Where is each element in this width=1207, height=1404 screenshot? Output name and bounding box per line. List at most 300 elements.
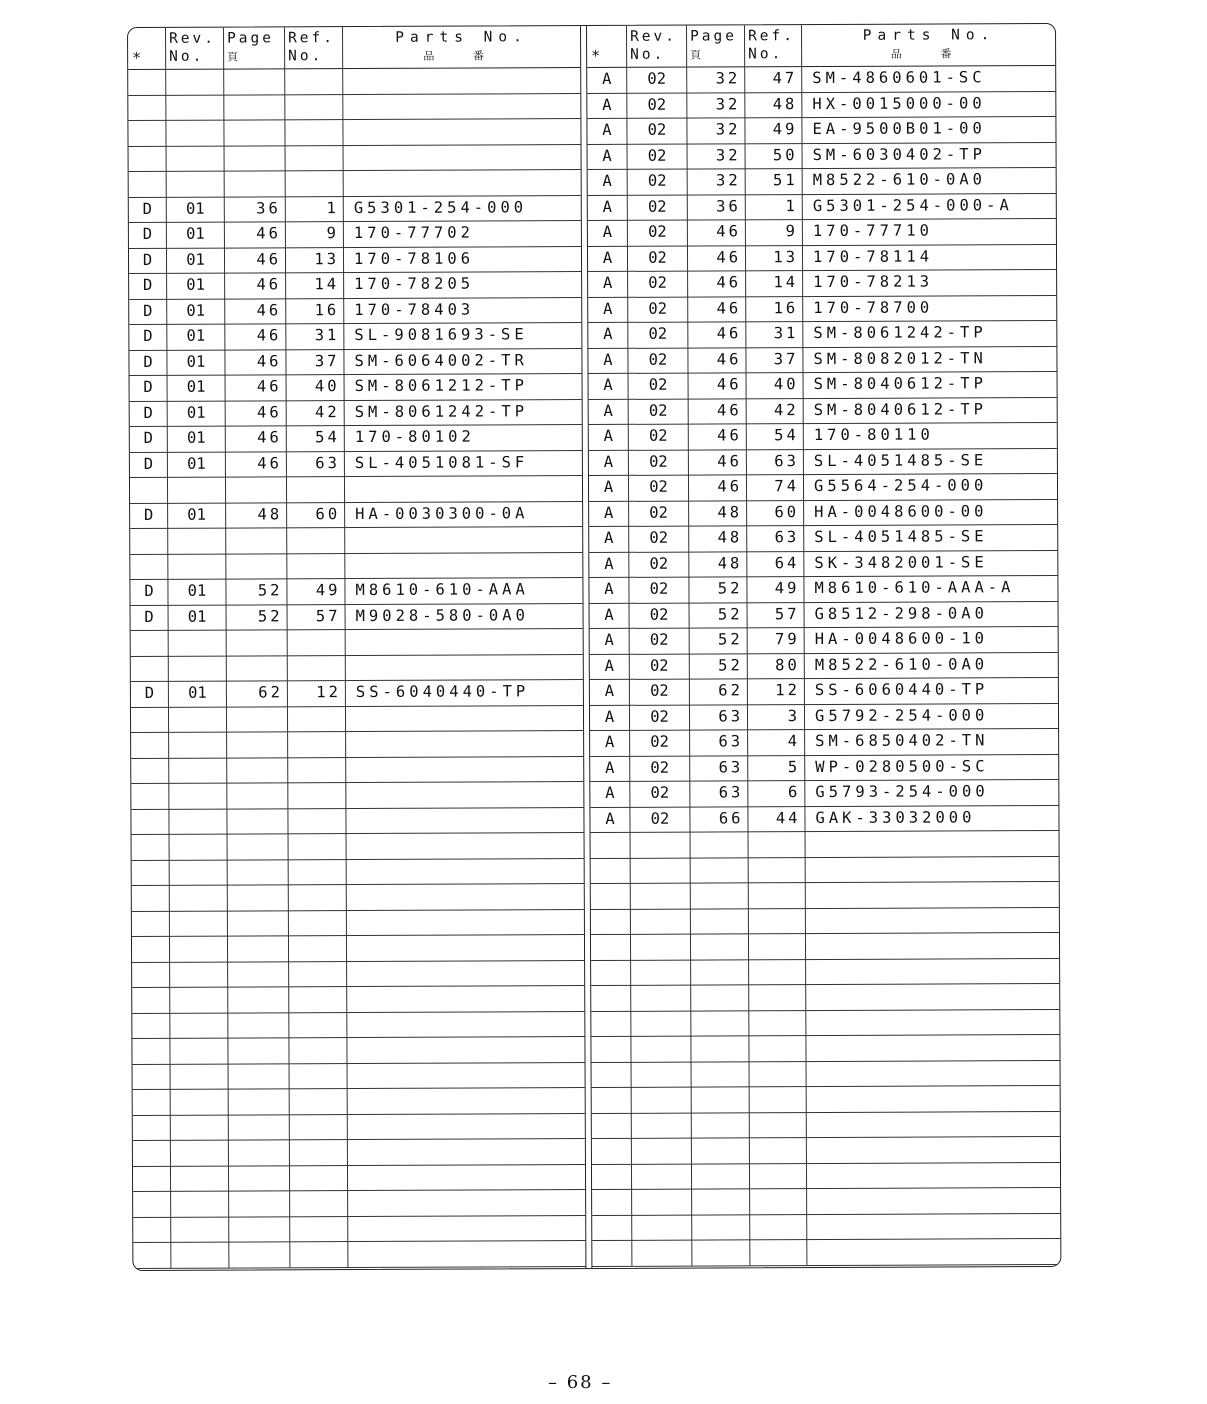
mark-cell: A: [588, 322, 628, 348]
rev-cell: 01: [167, 298, 225, 324]
rev-cell: 01: [168, 502, 226, 528]
rev-header: [166, 28, 224, 69]
ref-cell: 42: [287, 400, 345, 426]
ref-cell: [750, 1163, 807, 1189]
page-cell: 32: [688, 143, 746, 169]
page-cell: [229, 1241, 290, 1267]
ref-cell: 1: [286, 196, 344, 222]
ref-cell: [749, 857, 806, 883]
rev-cell: [631, 832, 691, 858]
rev-cell: 02: [630, 806, 690, 832]
page-cell: 32: [688, 168, 746, 194]
rev-cell: 01: [168, 451, 226, 477]
table-row: [589, 498, 1058, 527]
rev-cell: [170, 910, 228, 936]
page-cell: 52: [690, 627, 748, 653]
page-cell: [228, 1012, 289, 1038]
parts-header-label: 品 番: [423, 49, 500, 63]
rev-cell: 02: [628, 220, 688, 246]
mark-cell: [128, 94, 166, 120]
ref-cell: 3: [748, 704, 805, 730]
page-cell: 48: [226, 502, 287, 528]
mark-cell: A: [590, 679, 630, 705]
ref-cell: [750, 1214, 807, 1240]
mark-header: [128, 28, 166, 69]
mark-cell: D: [130, 375, 168, 401]
page-cell: [229, 1165, 290, 1191]
table-row: [133, 1164, 585, 1192]
table-row: [132, 909, 584, 937]
parts-cell: [343, 67, 580, 94]
table-row: [130, 373, 582, 401]
table-row: [133, 1062, 585, 1090]
rev-cell: [631, 959, 691, 985]
rev-cell: [169, 783, 227, 809]
table-row: [591, 983, 1060, 1012]
mark-cell: [133, 1191, 171, 1217]
page-cell: [228, 910, 289, 936]
page-cell: 48: [689, 551, 747, 577]
table-row: [132, 960, 584, 988]
table-row: [131, 603, 583, 631]
table-row: [132, 832, 584, 860]
table-row: [132, 934, 584, 962]
parts-cell: SM-4860601-SC: [812, 68, 986, 88]
rev-cell: 01: [169, 604, 227, 630]
table-row: [590, 702, 1059, 731]
rev-cell: [632, 1214, 692, 1240]
ref-cell: 49: [747, 576, 804, 602]
page-cell: [692, 1163, 750, 1189]
page-cell: [691, 831, 749, 857]
mark-cell: A: [590, 755, 630, 781]
rev-cell: [632, 1240, 692, 1266]
ref-cell: 13: [286, 247, 344, 273]
ref-cell: 63: [287, 451, 345, 477]
rev-cell: 01: [167, 196, 225, 222]
page-cell: 48: [689, 500, 747, 526]
rev-cell: 01: [168, 400, 226, 426]
ref-cell: 31: [286, 323, 344, 349]
ref-cell: [750, 1112, 807, 1138]
page-cell: 46: [225, 323, 286, 349]
rev-cell: [169, 630, 227, 656]
rev-cell: 02: [627, 67, 687, 93]
table-row: [589, 371, 1058, 400]
parts-cell: [347, 960, 584, 987]
table-row: [592, 1187, 1061, 1216]
mark-cell: [131, 655, 169, 681]
rev-cell: [170, 987, 228, 1013]
mark-cell: A: [588, 220, 628, 246]
page-cell: 32: [687, 117, 745, 143]
table-row: [590, 779, 1059, 808]
parts-cell: 170-78106: [353, 249, 475, 268]
page-cell: [229, 1088, 290, 1114]
rev-cell: 02: [628, 169, 688, 195]
parts-cell: [345, 552, 582, 579]
rev-cell: 01: [167, 349, 225, 375]
ref-cell: 9: [286, 221, 344, 247]
parts-cell: [806, 855, 1060, 882]
parts-cell: [346, 654, 583, 681]
mark-cell: A: [587, 118, 627, 144]
parts-cell: [348, 1164, 585, 1191]
parts-cell: EA-9500B01-00: [812, 119, 986, 139]
ref-cell: 37: [746, 347, 803, 373]
ref-cell: 57: [748, 602, 805, 628]
ref-cell: [749, 1035, 806, 1061]
page-cell: [226, 553, 287, 579]
ref-cell: [288, 808, 346, 834]
parts-cell: GAK-33032000: [815, 807, 976, 827]
table-row: [590, 677, 1059, 706]
mark-cell: A: [590, 653, 630, 679]
ref-cell: 9: [746, 219, 803, 245]
parts-cell: [807, 1136, 1061, 1163]
ref-cell: [285, 119, 343, 145]
mark-cell: D: [129, 273, 167, 299]
parts-cell: 170-78114: [812, 247, 934, 266]
page-number: – 68 –: [548, 1372, 613, 1393]
mark-cell: [128, 120, 166, 146]
table-row: [588, 345, 1057, 374]
rev-cell: 02: [630, 781, 690, 807]
table-row: [128, 67, 580, 95]
table-row: [133, 1138, 585, 1166]
rev-cell: [170, 936, 228, 962]
table-row: [589, 447, 1058, 476]
rev-cell: [632, 1138, 692, 1164]
parts-cell: [806, 957, 1060, 984]
page-cell: 52: [690, 602, 748, 628]
mark-cell: [592, 1163, 632, 1189]
rev-cell: [169, 706, 227, 732]
mark-cell: [130, 477, 168, 503]
rev-cell: 01: [167, 273, 225, 299]
parts-cell: SM-8061242-TP: [354, 401, 529, 421]
ref-cell: 49: [745, 117, 802, 143]
table-row: [129, 169, 581, 197]
parts-cell: M8522-610-0A0: [812, 170, 987, 190]
ref-cell: [288, 782, 346, 808]
ref-cell: 16: [746, 296, 803, 322]
rev-cell: [170, 834, 228, 860]
mark-cell: [591, 832, 631, 858]
rev-cell: [171, 1140, 229, 1166]
ref-cell: [289, 961, 347, 987]
ref-cell: [288, 706, 346, 732]
mark-cell: [591, 857, 631, 883]
parts-cell: 170-78700: [813, 298, 934, 317]
ref-cell: 74: [747, 474, 804, 500]
mark-cell: D: [130, 400, 168, 426]
ref-cell: [289, 884, 347, 910]
ref-cell: 49: [287, 578, 345, 604]
mark-cell: A: [590, 806, 630, 832]
mark-cell: [592, 1138, 632, 1164]
page-cell: [227, 757, 288, 783]
table-row: [587, 116, 1056, 145]
mark-cell: A: [587, 92, 627, 118]
mark-cell: [592, 1112, 632, 1138]
parts-cell: [806, 906, 1060, 933]
parts-cell: [343, 93, 580, 120]
table-row: [130, 526, 582, 554]
mark-cell: A: [589, 551, 629, 577]
table-row: [591, 932, 1060, 961]
table-row: [130, 450, 582, 478]
rev-cell: 02: [630, 679, 690, 705]
parts-cell: WP-0280500-SC: [815, 756, 989, 776]
page-cell: 52: [226, 578, 287, 604]
ref-cell: 16: [286, 298, 344, 324]
parts-header-label: Parts No.: [862, 27, 996, 44]
table-row: [589, 396, 1058, 425]
mark-cell: [132, 1038, 170, 1064]
mark-cell: [591, 934, 631, 960]
parts-header: [802, 24, 1056, 66]
rev-cell: 02: [630, 628, 690, 654]
table-row: [592, 1161, 1061, 1190]
table-row: [128, 118, 580, 146]
rev-cell: [168, 553, 226, 579]
parts-cell: SS-6040440-TP: [355, 682, 530, 702]
page-cell: [691, 984, 749, 1010]
right-table: [586, 24, 1061, 1268]
rev-cell: 01: [168, 426, 226, 452]
parts-cell: M9028-580-0A0: [355, 605, 529, 625]
ref-cell: [289, 1037, 347, 1063]
mark-cell: [133, 1165, 171, 1191]
ref-header: [745, 25, 802, 66]
page-cell: 62: [227, 680, 288, 706]
table-row: [589, 422, 1058, 451]
ref-cell: 12: [288, 680, 346, 706]
mark-cell: [132, 859, 170, 885]
rev-cell: [632, 1189, 692, 1215]
parts-cell: 170-77710: [812, 221, 933, 241]
page-cell: 46: [225, 272, 286, 298]
parts-cell: [807, 1059, 1061, 1086]
parts-cell: [806, 1034, 1060, 1061]
page-cell: [692, 1086, 750, 1112]
parts-cell: M8610-610-AAA-A: [814, 578, 1015, 598]
table-row: [591, 957, 1060, 986]
ref-cell: 1: [746, 194, 803, 220]
rev-cell: 02: [629, 526, 689, 552]
table-row: [588, 243, 1057, 272]
page-cell: [228, 935, 289, 961]
parts-header-label: 品 番: [890, 47, 968, 61]
page-cell: [691, 908, 749, 934]
mark-cell: A: [588, 296, 628, 322]
mark-cell: [591, 985, 631, 1011]
parts-cell: 170-78213: [813, 272, 934, 292]
ref-cell: 40: [287, 374, 345, 400]
rev-cell: 02: [628, 194, 688, 220]
page-cell: 46: [688, 347, 746, 373]
mark-cell: D: [129, 196, 167, 222]
page-cell: [691, 933, 749, 959]
mark-cell: [132, 910, 170, 936]
rev-cell: [171, 1114, 229, 1140]
parts-cell: 170-80110: [813, 425, 934, 445]
rev-cell: [170, 859, 228, 885]
rev-cell: 02: [628, 296, 688, 322]
page-cell: [229, 1216, 290, 1242]
table-row: [588, 294, 1057, 323]
page-cell: 46: [225, 221, 286, 247]
mark-cell: A: [588, 245, 628, 271]
rev-header-label: Rev.: [169, 30, 217, 47]
mark-cell: [592, 1189, 632, 1215]
table-row: [128, 93, 580, 121]
rev-cell: 02: [630, 653, 690, 679]
page-cell: [692, 1137, 750, 1163]
mark-cell: [592, 1240, 632, 1266]
table-row: [590, 753, 1059, 782]
mark-cell: A: [589, 449, 629, 475]
mark-cell: [132, 885, 170, 911]
ref-cell: 47: [745, 66, 802, 92]
ref-cell: 54: [747, 423, 804, 449]
parts-cell: [347, 1011, 584, 1038]
rev-cell: [631, 908, 691, 934]
rev-cell: [632, 1163, 692, 1189]
ref-cell: [749, 984, 806, 1010]
rev-cell: 02: [628, 322, 688, 348]
ref-cell: [290, 1088, 348, 1114]
parts-cell: G5564-254-000: [813, 476, 988, 496]
ref-cell: 40: [747, 372, 804, 398]
page-cell: 46: [688, 321, 746, 347]
parts-cell: G5301-254-000: [353, 197, 528, 217]
page-cell: 32: [687, 92, 745, 118]
ref-cell: [749, 908, 806, 934]
rev-cell: [631, 934, 691, 960]
rev-cell: [168, 528, 226, 554]
page-cell: 46: [689, 372, 747, 398]
mark-cell: A: [589, 398, 629, 424]
page-cell: 46: [688, 245, 746, 271]
page-cell: [229, 1063, 290, 1089]
ref-cell: [749, 1010, 806, 1036]
page-cell: 46: [689, 449, 747, 475]
parts-cell: G5793-254-000: [815, 782, 989, 802]
table-row: [133, 1189, 585, 1217]
mark-header-label: *: [591, 46, 604, 66]
parts-cell: SM-8061212-TP: [354, 376, 528, 396]
table-row: [129, 348, 581, 376]
right-header-row: [587, 24, 1056, 68]
mark-header-label: *: [132, 48, 145, 68]
mark-cell: [128, 69, 166, 95]
table-row: [129, 297, 581, 325]
mark-cell: [133, 1089, 171, 1115]
parts-cell: SL-9081693-SE: [354, 325, 528, 345]
table-row: [132, 1011, 584, 1039]
ref-cell: 44: [748, 806, 805, 832]
rev-cell: 02: [629, 424, 689, 450]
mark-header: [587, 26, 627, 67]
mark-cell: [133, 1242, 171, 1268]
page-cell: [691, 1010, 749, 1036]
page-cell: [692, 1112, 750, 1138]
table-row: [590, 651, 1059, 680]
ref-header-label: Ref.: [748, 28, 796, 45]
rev-cell: [166, 120, 224, 146]
table-row: [133, 1087, 585, 1115]
parts-cell: [348, 1189, 585, 1216]
table-row: [591, 855, 1060, 884]
page-cell: [227, 706, 288, 732]
table-row: [590, 600, 1059, 629]
ref-cell: 14: [286, 272, 344, 298]
ref-header-label: No.: [748, 46, 784, 63]
ref-cell: 48: [745, 92, 802, 118]
ref-cell: [290, 1241, 348, 1267]
parts-cell: SL-4051485-SE: [813, 450, 988, 470]
page-cell: 62: [690, 678, 748, 704]
rev-cell: 01: [167, 222, 225, 248]
mark-cell: [130, 553, 168, 579]
mark-cell: [592, 1087, 632, 1113]
ref-cell: [288, 757, 346, 783]
rev-cell: 02: [629, 398, 689, 424]
mark-cell: D: [129, 298, 167, 324]
table-row: [132, 883, 584, 911]
table-row: [132, 858, 584, 886]
rev-cell: [166, 94, 224, 120]
page-cell: [228, 986, 289, 1012]
page-cell: [226, 476, 287, 502]
ref-cell: 63: [747, 525, 804, 551]
parts-cell: SS-6060440-TP: [814, 680, 989, 700]
table-row: [132, 1036, 584, 1064]
table-row: [591, 906, 1060, 935]
page-cell: [229, 1114, 290, 1140]
ref-cell: [287, 527, 345, 553]
page-cell: [227, 655, 288, 681]
parts-cell: [807, 1085, 1061, 1112]
parts-cell: [348, 1240, 585, 1267]
page-cell: 63: [690, 704, 748, 730]
table-row: [133, 1240, 585, 1268]
rev-cell: 01: [167, 247, 225, 273]
ref-cell: [286, 145, 344, 171]
ref-cell: [750, 1188, 807, 1214]
rev-cell: [631, 1036, 691, 1062]
rev-cell: [170, 1012, 228, 1038]
table-row: [133, 1215, 585, 1243]
rev-cell: 02: [628, 245, 688, 271]
page-cell: [228, 961, 289, 987]
page-cell: 36: [225, 196, 286, 222]
mark-cell: [133, 1114, 171, 1140]
table-row: [130, 475, 582, 503]
table-row: [590, 728, 1059, 757]
parts-cell: [347, 985, 584, 1012]
page-cell: 46: [689, 423, 747, 449]
table-row: [131, 679, 583, 707]
parts-cell: 170-77702: [353, 223, 474, 243]
rev-cell: [631, 985, 691, 1011]
page-header-label: 頁: [227, 50, 253, 64]
ref-cell: 63: [747, 449, 804, 475]
parts-cell: SM-6850402-TN: [815, 731, 989, 751]
mark-cell: [131, 732, 169, 758]
